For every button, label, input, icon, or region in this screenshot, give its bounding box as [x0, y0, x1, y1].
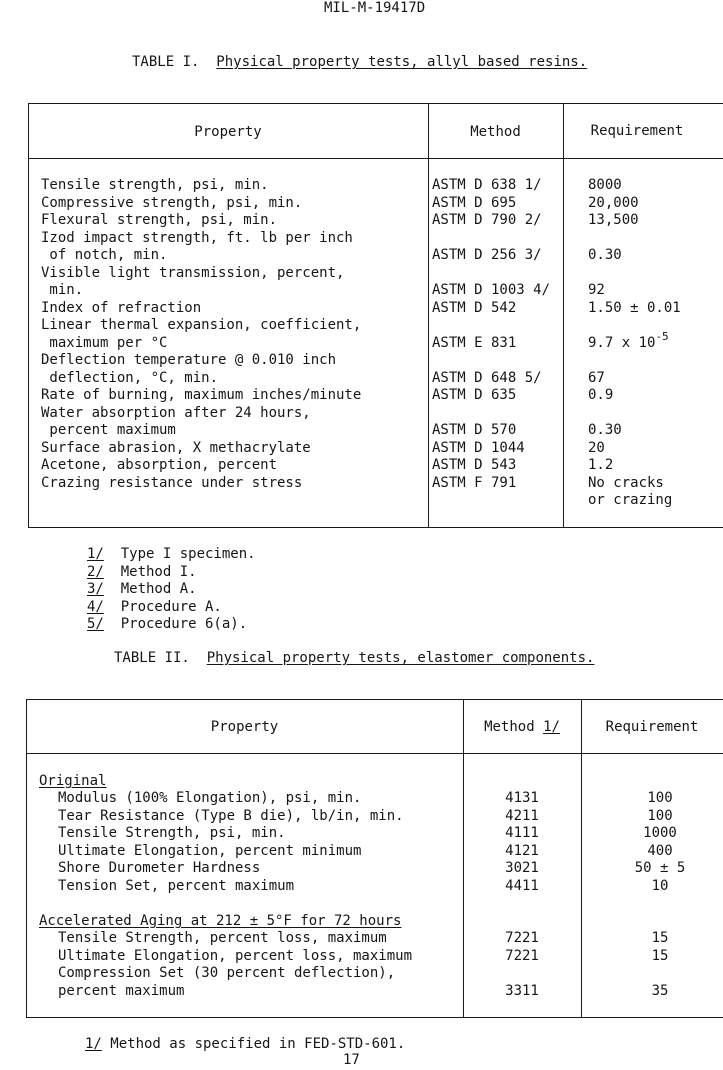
footnote-text: Method I. [120, 563, 197, 580]
table2-property-line: Tear Resistance (Type B die), lb/in, min. [58, 807, 404, 824]
table2-property-line: Ultimate Elongation, percent loss, maximum [58, 947, 413, 964]
table1-footnotes [87, 546, 256, 634]
table1-property-line: Visible light transmission, percent, [41, 264, 345, 281]
table1-requirement-line: 0.30 [588, 422, 622, 438]
table2-property-line: percent maximum [58, 982, 185, 999]
table1-requirement-mantissa: 9.7 x 10 [588, 334, 656, 351]
table1-method-line: ASTM D 543 [432, 457, 517, 473]
table2-section-aging-title: Accelerated Aging at 212 ± 5°F for 72 hours [39, 913, 402, 929]
table2-requirement-line: 100 [647, 790, 673, 806]
table1-method-line: ASTM D 648 5/ [432, 369, 542, 386]
table2-section-aging-methods [463, 930, 581, 1000]
table2-section-original-title: Original [39, 773, 107, 789]
table1-divider-2 [563, 103, 564, 528]
table1-bottom-rule [28, 527, 723, 528]
table1-caption-title: Physical property tests, allyl based resins. [216, 54, 588, 70]
table1-requirement-line: 92 [588, 282, 605, 298]
table2-header-property: Property [210, 719, 279, 735]
table1-requirement-line: 8000 [588, 177, 622, 193]
table1-header-method: Method [470, 124, 521, 140]
table1-property-line: Izod impact strength, ft. lb per inch [41, 229, 353, 246]
table1-method-line [432, 405, 550, 423]
table2-requirement-line: 50 ± 5 [634, 860, 686, 876]
table1-property-line: Deflection temperature @ 0.010 inch [41, 352, 337, 368]
table2-caption [114, 650, 594, 668]
table1-requirement-exponent: -5 [655, 329, 669, 343]
table2-requirement-line: 15 [651, 930, 669, 946]
footnote-text: Procedure A. [120, 598, 222, 615]
table2-property-line: Modulus (100% Elongation), psi, min. [58, 790, 362, 806]
table2-header-method-mark: 1/ [543, 719, 560, 735]
table2-property-line: Shore Durometer Hardness [58, 860, 261, 876]
table2-method-line: 3311 [505, 982, 539, 999]
table2-section-aging-properties [58, 930, 412, 1000]
table2-section-aging-requirements [581, 930, 723, 1000]
table1-requirement-line: 13,500 [588, 212, 639, 228]
footnote-text: Method A. [120, 581, 197, 597]
table1-method-line: ASTM D 695 [432, 194, 517, 211]
table2-requirement-line: 35 [651, 982, 669, 999]
table1-property-line: Acetone, absorption, percent [41, 457, 278, 473]
table1-requirement-line: 1.2 [588, 457, 614, 473]
table1-property-line: maximum per °C [41, 334, 168, 351]
table2-header-rule [26, 753, 723, 754]
table1-requirement-line [588, 352, 681, 370]
table1-requirement-line [588, 265, 681, 283]
table2-method-line: 4211 [505, 807, 539, 824]
table1-property-line: Index of refraction [41, 299, 202, 316]
document-id: MIL-M-19417D [324, 0, 426, 16]
table1-method-line: ASTM D 542 [432, 299, 517, 316]
table1-property-line: deflection, °C, min. [41, 369, 219, 386]
table2-header-requirement: Requirement [605, 719, 699, 735]
table1-property-line: Crazing resistance under stress [41, 474, 303, 491]
table1-property-line: percent maximum [41, 422, 176, 438]
table1-method-line: ASTM F 791 [432, 474, 517, 491]
table2-requirement-line [581, 965, 723, 983]
table1-footnote [87, 581, 256, 599]
table2-section-original-requirements [581, 790, 723, 895]
table1-header-requirement: Requirement [590, 123, 684, 139]
table2-method-line: 4131 [505, 790, 539, 806]
table2-property-line: Tension Set, percent maximum [58, 877, 295, 894]
table2-method-line: 4121 [505, 842, 539, 859]
footnote-mark: 2/ [87, 563, 104, 580]
table2-left-border [26, 699, 27, 1018]
table1-caption [132, 54, 587, 72]
table1-method-line [432, 265, 550, 283]
table2-caption-prefix: TABLE II. [114, 650, 190, 666]
table2-top-rule [26, 699, 723, 700]
table1-requirement-line [588, 405, 681, 423]
table1-requirement-line [588, 230, 681, 248]
table1-property-line: Tensile strength, psi, min. [41, 177, 269, 193]
table1-property-line: Linear thermal expansion, coefficient, [41, 317, 362, 333]
table2-property-line: Tensile Strength, percent loss, maximum [58, 930, 387, 946]
footnote-mark: 4/ [87, 598, 104, 615]
table1-requirement-line: 20,000 [588, 194, 639, 211]
table1-property-line: Rate of burning, maximum inches/minute [41, 387, 362, 403]
table1-property-line: Flexural strength, psi, min. [41, 212, 278, 228]
table1-requirement-line-expansion [588, 329, 681, 353]
table1-divider-1 [428, 103, 429, 528]
table2-method-line: 4411 [505, 877, 539, 894]
table1-property-line: Water absorption after 24 hours, [41, 404, 311, 421]
table1-property-line: of notch, min. [41, 247, 168, 263]
table2-section-original-methods [463, 790, 581, 895]
table1-method-line: ASTM D 570 [432, 422, 517, 438]
footnote-text: Type I specimen. [120, 546, 256, 562]
table1-method-line [432, 352, 550, 370]
page-number: 17 [343, 1052, 360, 1068]
table1-method-line: ASTM E 831 [432, 334, 517, 351]
table1-requirement-line: or crazing [588, 492, 673, 508]
table2-property-line: Tensile Strength, psi, min. [58, 825, 286, 841]
table1-left-border [28, 103, 29, 528]
footnote-text: Procedure 6(a). [120, 616, 248, 632]
table2-method-line: 7221 [505, 947, 539, 964]
table1-footnote [87, 546, 256, 564]
table1-method-line: ASTM D 1003 4/ [432, 282, 551, 298]
table2-property-line: Compression Set (30 percent deflection), [58, 965, 396, 981]
table2-method-line: 4111 [505, 825, 539, 841]
footnote-text: Method as specified in FED-STD-601. [101, 1036, 406, 1052]
table2-section-original-properties [58, 790, 404, 895]
footnote-mark: 5/ [87, 616, 104, 632]
table2-caption-title: Physical property tests, elastomer components. [206, 650, 595, 666]
table2-method-line: 7221 [505, 930, 539, 946]
table2-requirement-line: 100 [647, 807, 673, 824]
table1-requirement-line: 0.30 [588, 247, 622, 263]
table2-property-line: Ultimate Elongation, percent minimum [58, 842, 362, 859]
table1-method-line: ASTM D 256 3/ [432, 247, 542, 263]
table1-property-line: min. [41, 282, 84, 298]
table2-method-line: 3021 [505, 860, 539, 876]
table2-requirement-line: 1000 [643, 825, 677, 841]
table1-method-line: ASTM D 1044 [432, 439, 525, 456]
table2-header-method-label: Method [484, 719, 544, 735]
table1-method-line [432, 230, 550, 248]
table2-method-line [463, 965, 581, 983]
table1-property-column [41, 177, 361, 492]
table1-method-line: ASTM D 790 2/ [432, 212, 542, 228]
table2-bottom-rule [26, 1017, 723, 1018]
table1-requirement-line: 0.9 [588, 387, 614, 403]
table1-header-rule [28, 158, 723, 159]
table1-method-line: ASTM D 635 [432, 387, 517, 403]
table1-header-property: Property [194, 124, 262, 140]
table1-property-line: Compressive strength, psi, min. [41, 194, 303, 211]
table1-requirement-column [588, 177, 681, 510]
table1-top-rule [28, 103, 723, 104]
table1-requirement-line: 1.50 ± 0.01 [588, 299, 681, 316]
table1-footnote [87, 616, 256, 634]
table1-caption-prefix: TABLE I. [132, 54, 200, 70]
footnote-mark: 1/ [87, 546, 104, 562]
table1-footnote [87, 564, 256, 582]
table2-header-method [463, 719, 581, 737]
table1-method-line: ASTM D 638 1/ [432, 177, 542, 193]
footnote-mark: 3/ [87, 581, 104, 597]
table1-footnote [87, 599, 256, 617]
table1-method-line [432, 317, 550, 335]
table1-requirement-line: No cracks [588, 474, 664, 491]
table2-requirement-line: 10 [651, 877, 669, 894]
table1-requirement-line: 20 [588, 439, 605, 456]
table1-property-line: Surface abrasion, X methacrylate [41, 439, 311, 456]
table1-requirement-line: 67 [588, 369, 605, 386]
footnote-mark: 1/ [85, 1036, 102, 1052]
table2-requirement-line: 400 [647, 842, 673, 859]
table2-footnote [85, 1036, 405, 1054]
table1-method-column [432, 177, 550, 492]
table2-requirement-line: 15 [651, 947, 669, 964]
